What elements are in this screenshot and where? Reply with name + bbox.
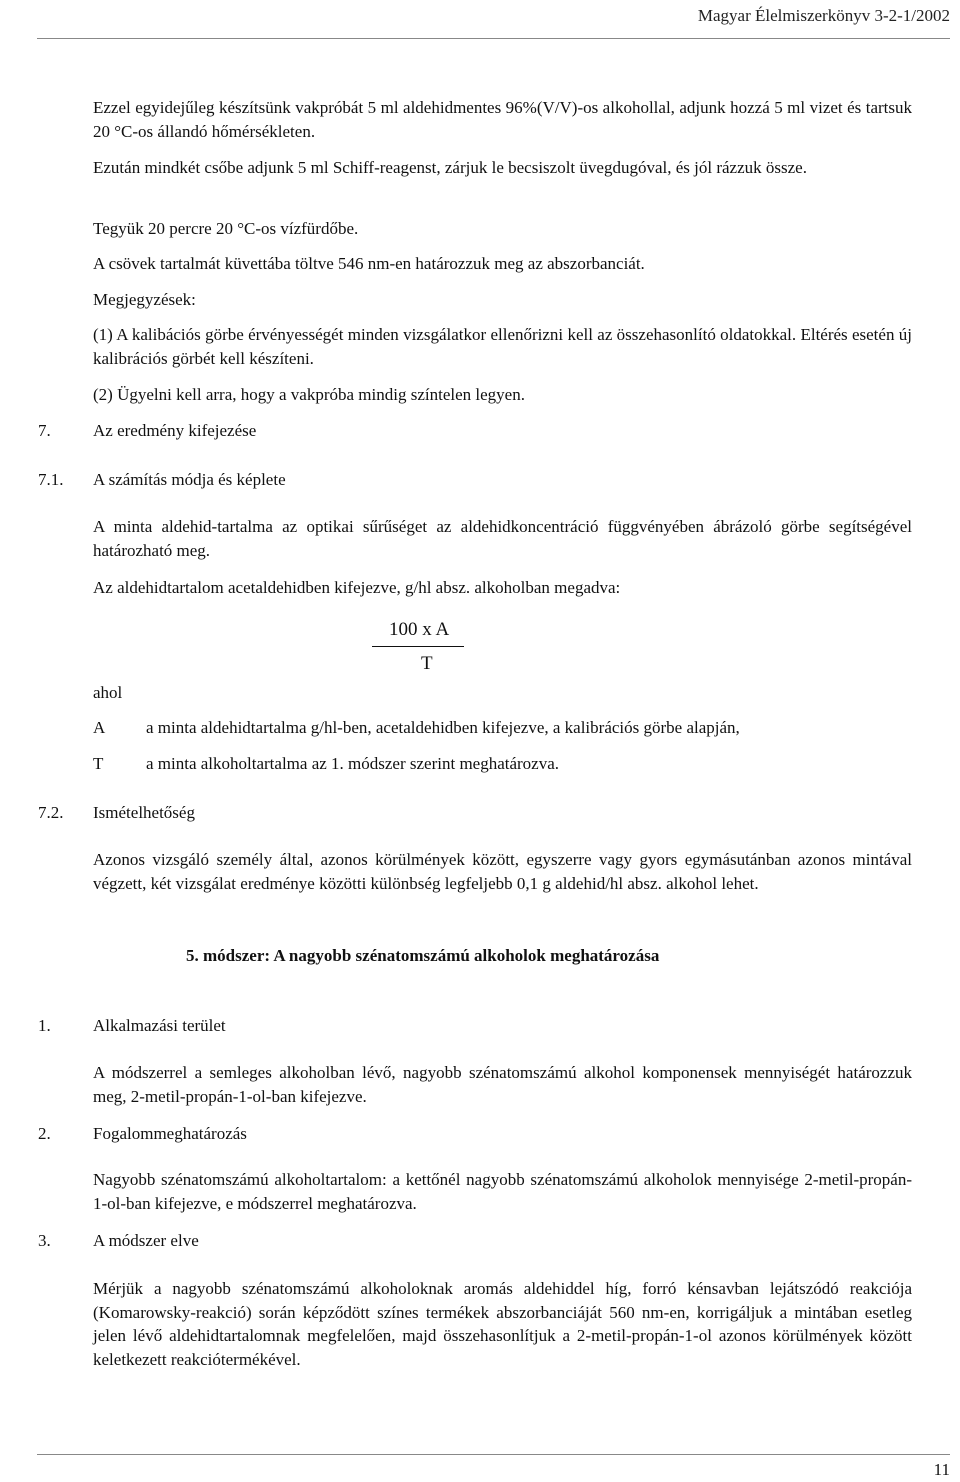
note-1: (1) A kalibációs görbe érvényességét minden vizsgálatkor ellenőrizni kell az összehasonlító oldatokkal. Eltérés esetén új kalibrációs görbét kell készíteni. xyxy=(93,325,912,368)
section-1-number: 1. xyxy=(38,1016,51,1035)
formula-fraction-line xyxy=(372,646,464,647)
page-number: 11 xyxy=(933,1460,950,1479)
note-2: (2) Ügyelni kell arra, hogy a vakpróba mindig színtelen legyen. xyxy=(93,385,525,404)
variable-a: A xyxy=(93,718,106,737)
formula-denominator: T xyxy=(421,653,433,674)
formula-numerator: 100 x A xyxy=(389,619,450,640)
paragraph-absorbance: A csövek tartalmát küvettába töltve 546 nm-en határozzuk meg az abszorbanciát. xyxy=(93,254,645,273)
section-7-1-title: A számítás módja és képlete xyxy=(93,470,286,489)
variable-t-description: a minta alkoholtartalma az 1. módszer szerint meghatározva. xyxy=(146,754,560,773)
section-2-number: 2. xyxy=(38,1124,51,1143)
section-2-title: Fogalommeghatározás xyxy=(93,1124,247,1143)
paragraph-water-bath: Tegyük 20 percre 20 °C-os vízfürdőbe. xyxy=(93,219,359,238)
section-7-2-number: 7.2. xyxy=(38,803,64,822)
paragraph-repeatability: Azonos vizsgáló személy által, azonos körülmények között, egyszerre vagy gyors egymásutánban azonos mintával végzett, két vizsgálat eredménye közötti különbség legfeljebb 0,1 g aldehid/hl absz. alkohol lehet. xyxy=(93,850,912,893)
section-7-1-number: 7.1. xyxy=(38,470,64,489)
paragraph-definition: Nagyobb szénatomszámú alkoholtartalom: a kettőnél nagyobb szénatomszámú alkoholok mennyisége 2-metil-propán-1-ol-ban kifejezve, e módszerrel meghatározva. xyxy=(93,1170,912,1213)
paragraph-blank-sample: Ezzel egyidejűleg készítsünk vakpróbát 5 ml aldehidmentes 96%(V/V)-os alkohollal, adjunk hozzá 5 ml vizet és tartsuk 20 °C-os állandó hőmérsékleten. xyxy=(93,98,912,141)
running-header: Magyar Élelmiszerkönyv 3-2-1/2002 xyxy=(697,6,950,25)
section-7-title: Az eredmény kifejezése xyxy=(93,421,257,440)
variable-a-description: a minta aldehidtartalma g/hl-ben, acetaldehidben kifejezve, a kalibrációs görbe alapján, xyxy=(146,718,740,737)
footer-rule xyxy=(37,1454,950,1455)
section-7-2-title: Ismételhetőség xyxy=(93,803,195,822)
header-rule xyxy=(37,38,950,39)
paragraph-principle: Mérjük a nagyobb szénatomszámú alkoholoknak aromás aldehiddel híg, forró kénsavban lejátszódó reakciója (Komarowsky-reakció) során képződött színes termékek abszorbanciáját 560 nm-en, korrigáljuk a mintában esetleg jelen lévő aldehidtartalomnak megfelelően, majd összehasonlítjuk a 2-metil-propán-1-ol azonos körülmények között keletkezett reakciótermékével. xyxy=(93,1279,912,1369)
paragraph-scope: A módszerrel a semleges alkoholban lévő, nagyobb szénatomszámú alkohol komponensek mennyiségét határozzuk meg, 2-metil-propán-1-ol-ban kifejezve. xyxy=(93,1063,912,1106)
notes-title: Megjegyzések: xyxy=(93,290,196,309)
section-3-number: 3. xyxy=(38,1231,51,1250)
section-3-title: A módszer elve xyxy=(93,1231,199,1250)
section-7-number: 7. xyxy=(38,421,51,440)
where-label: ahol xyxy=(93,683,123,702)
method-5-title: 5. módszer: A nagyobb szénatomszámú alkoholok meghatározása xyxy=(186,946,660,965)
section-1-title: Alkalmazási terület xyxy=(93,1016,226,1035)
variable-t: T xyxy=(93,754,104,773)
paragraph-schiff-reagent: Ezután mindkét csőbe adjunk 5 ml Schiff-reagenst, zárjuk le becsiszolt üvegdugóval, és jól rázzuk össze. xyxy=(93,158,807,177)
paragraph-aldehyde-content: Az aldehidtartalom acetaldehidben kifejezve, g/hl absz. alkoholban megadva: xyxy=(93,578,621,597)
paragraph-calculation: A minta aldehid-tartalma az optikai sűrűséget az aldehidkoncentráció függvényében ábrázoló görbe segítségével határozható meg. xyxy=(93,517,912,560)
